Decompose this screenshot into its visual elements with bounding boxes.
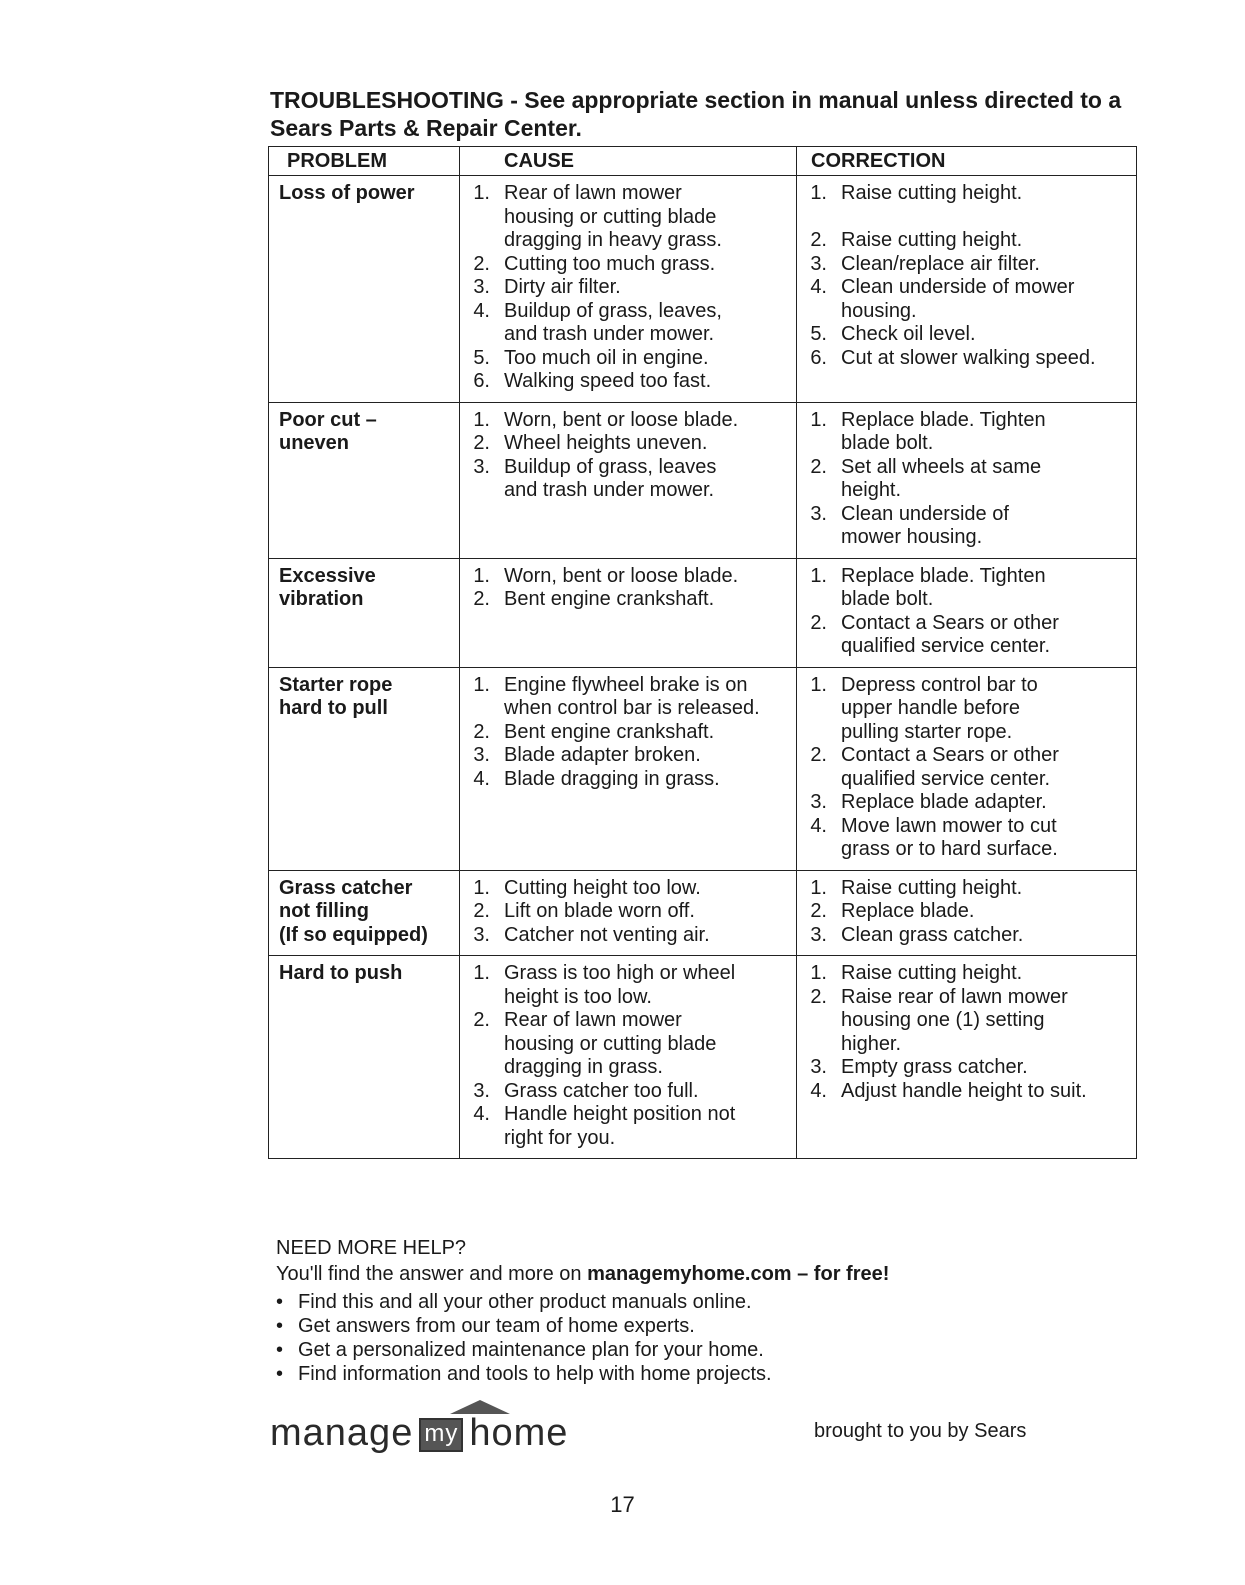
need-more-help-section xyxy=(276,1236,1136,1386)
item-number: 3. xyxy=(473,923,490,946)
cause-item xyxy=(468,1103,790,1150)
cause-cell xyxy=(460,956,797,1159)
item-text: Cutting height too low. xyxy=(504,876,701,899)
correction-item xyxy=(805,744,1130,791)
item-text: Engine flywheel brake is on when control bar is released. xyxy=(504,673,760,719)
problem-text: Loss of power xyxy=(279,182,415,204)
correction-item xyxy=(805,229,1130,253)
logo-home-text: home xyxy=(469,1411,569,1454)
item-number: 1. xyxy=(810,876,827,899)
managemyhome-logo xyxy=(270,1408,568,1458)
help-bullet-item xyxy=(276,1338,1136,1362)
item-text: Raise rear of lawn mower housing one (1) setting higher. xyxy=(841,985,1068,1055)
correction-item xyxy=(805,323,1130,347)
logo-my-box: my xyxy=(419,1418,463,1452)
item-text: Buildup of grass, leaves and trash under mower. xyxy=(504,455,717,501)
troubleshooting-table xyxy=(268,146,1137,1159)
item-number: 4. xyxy=(810,1079,827,1102)
item-text: Buildup of grass, leaves, and trash under mower. xyxy=(504,299,722,345)
item-number: 3. xyxy=(810,502,827,525)
item-number: 1. xyxy=(810,564,827,587)
correction-item xyxy=(805,503,1130,550)
item-number: 4. xyxy=(473,767,490,790)
problem-text: Hard to push xyxy=(279,962,403,984)
cause-item xyxy=(468,877,790,901)
item-text: Clean underside of mower housing. xyxy=(841,276,1075,322)
item-text: Move lawn mower to cut grass or to hard surface. xyxy=(841,814,1058,860)
item-number: 1. xyxy=(810,673,827,696)
item-number: 2. xyxy=(473,588,490,610)
cause-item xyxy=(468,182,790,253)
item-number: 2. xyxy=(810,900,827,922)
cause-item xyxy=(468,962,790,1009)
correction-item xyxy=(805,409,1130,456)
item-text: Replace blade adapter. xyxy=(841,791,1047,813)
item-text: Walking speed too fast. xyxy=(504,370,712,392)
correction-list xyxy=(805,674,1130,862)
item-number: 3. xyxy=(810,791,827,813)
bullet-icon: • xyxy=(276,1315,284,1337)
item-text: Blade dragging in grass. xyxy=(504,767,720,790)
bullet-icon: • xyxy=(276,1363,284,1385)
correction-cell xyxy=(797,870,1137,956)
problem-text: Grass catcher not filling (If so equipped) xyxy=(279,876,428,946)
correction-item xyxy=(805,253,1130,277)
item-text: Empty grass catcher. xyxy=(841,1056,1028,1078)
cause-cell xyxy=(460,667,797,870)
item-text: Worn, bent or loose blade. xyxy=(504,408,739,431)
cause-item xyxy=(468,276,790,300)
correction-list xyxy=(805,962,1130,1103)
cause-cell xyxy=(460,402,797,558)
item-text: Worn, bent or loose blade. xyxy=(504,564,739,587)
item-number: 6. xyxy=(473,370,490,392)
item-number: 2. xyxy=(810,611,827,634)
table-row xyxy=(269,667,1137,870)
cause-item xyxy=(468,370,790,394)
problem-cell xyxy=(269,870,460,956)
bullet-icon: • xyxy=(276,1291,284,1313)
help-bullet-text: Find information and tools to help with home projects. xyxy=(298,1363,772,1385)
header-cause: CAUSE xyxy=(460,147,797,176)
cause-item xyxy=(468,721,790,745)
item-text: Dirty air filter. xyxy=(504,276,621,298)
cause-item xyxy=(468,744,790,768)
item-text: Bent engine crankshaft. xyxy=(504,720,715,743)
header-problem: PROBLEM xyxy=(269,147,460,176)
cause-list xyxy=(468,877,790,948)
cause-item xyxy=(468,1009,790,1080)
correction-cell xyxy=(797,176,1137,403)
item-text: Cut at slower walking speed. xyxy=(841,346,1096,369)
item-number: 3. xyxy=(473,744,490,766)
item-text: Contact a Sears or other qualified service center. xyxy=(841,744,1059,790)
cause-item xyxy=(468,924,790,948)
correction-list xyxy=(805,409,1130,550)
help-bullet-text: Get a personalized maintenance plan for your home. xyxy=(298,1339,764,1361)
item-text: Catcher not venting air. xyxy=(504,923,710,946)
cause-cell xyxy=(460,870,797,956)
item-text: Wheel heights uneven. xyxy=(504,432,708,454)
item-number: 2. xyxy=(810,229,827,251)
item-number: 3. xyxy=(810,923,827,946)
correction-item xyxy=(805,347,1130,371)
cause-item xyxy=(468,347,790,371)
correction-item xyxy=(805,791,1130,815)
table-row xyxy=(269,870,1137,956)
correction-cell xyxy=(797,956,1137,1159)
cause-list xyxy=(468,565,790,612)
cause-item xyxy=(468,768,790,792)
cause-list xyxy=(468,182,790,394)
correction-item xyxy=(805,276,1130,323)
cause-item xyxy=(468,674,790,721)
table-body xyxy=(269,176,1137,1159)
item-number: 4. xyxy=(473,1103,490,1125)
help-bullet-item xyxy=(276,1362,1136,1386)
cause-item xyxy=(468,253,790,277)
cause-list xyxy=(468,674,790,792)
table-row xyxy=(269,558,1137,667)
logo-house-roof-icon xyxy=(450,1400,510,1414)
item-number: 1. xyxy=(810,182,827,204)
cause-list xyxy=(468,409,790,503)
item-number: 3. xyxy=(473,276,490,298)
item-number: 2. xyxy=(473,1009,490,1031)
item-text: Rear of lawn mower housing or cutting blade dragging in heavy grass. xyxy=(504,182,722,251)
item-text: Lift on blade worn off. xyxy=(504,900,695,922)
item-text: Raise cutting height. xyxy=(841,962,1023,984)
item-number: 4. xyxy=(473,299,490,322)
help-bullet-item xyxy=(276,1314,1136,1338)
correction-item xyxy=(805,1080,1130,1104)
item-text: Set all wheels at same height. xyxy=(841,455,1042,501)
correction-cell xyxy=(797,558,1137,667)
item-number: 3. xyxy=(810,252,827,275)
table-row xyxy=(269,402,1137,558)
item-number: 4. xyxy=(810,814,827,837)
problem-text: Starter rope hard to pull xyxy=(279,673,393,719)
cause-item xyxy=(468,432,790,456)
item-number: 1. xyxy=(810,962,827,984)
problem-cell xyxy=(269,667,460,870)
cause-list xyxy=(468,962,790,1150)
correction-item xyxy=(805,815,1130,862)
help-lead xyxy=(276,1262,1136,1286)
item-number: 1. xyxy=(473,673,490,696)
item-text: Clean/replace air filter. xyxy=(841,252,1040,275)
item-number: 3. xyxy=(473,1079,490,1102)
item-text: Check oil level. xyxy=(841,323,976,345)
item-text: Replace blade. Tighten blade bolt. xyxy=(841,408,1046,454)
bullet-icon: • xyxy=(276,1339,284,1361)
item-number: 5. xyxy=(473,346,490,369)
table-header-row xyxy=(269,147,1137,176)
correction-item xyxy=(805,565,1130,612)
item-number: 5. xyxy=(810,323,827,345)
item-text: Raise cutting height. xyxy=(841,876,1023,899)
logo-manage-text: manage xyxy=(270,1411,414,1454)
item-number: 3. xyxy=(473,455,490,478)
cause-cell xyxy=(460,558,797,667)
header-correction: CORRECTION xyxy=(797,147,1137,176)
item-text: Grass is too high or wheel height is too low. xyxy=(504,962,736,1008)
cause-item xyxy=(468,565,790,589)
problem-cell xyxy=(269,402,460,558)
correction-item xyxy=(805,674,1130,745)
table-row xyxy=(269,176,1137,403)
cause-item xyxy=(468,588,790,612)
correction-list xyxy=(805,182,1130,370)
item-number: 2. xyxy=(810,744,827,766)
problem-cell xyxy=(269,176,460,403)
correction-cell xyxy=(797,667,1137,870)
cause-item xyxy=(468,409,790,433)
correction-item xyxy=(805,877,1130,901)
item-number: 2. xyxy=(473,252,490,275)
item-text: Rear of lawn mower housing or cutting blade dragging in grass. xyxy=(504,1009,717,1078)
brought-by-sears: brought to you by Sears xyxy=(814,1420,1027,1442)
help-lead-text: You'll find the answer and more on xyxy=(276,1263,588,1285)
correction-item xyxy=(805,612,1130,659)
item-text: Raise cutting height. xyxy=(841,229,1023,251)
item-number: 1. xyxy=(473,408,490,431)
correction-item xyxy=(805,900,1130,924)
item-text: Grass catcher too full. xyxy=(504,1079,699,1102)
help-bullet-item xyxy=(276,1290,1136,1314)
item-number: 1. xyxy=(810,408,827,431)
cause-item xyxy=(468,900,790,924)
correction-item xyxy=(805,182,1130,229)
help-site-link[interactable]: managemyhome.com – for free! xyxy=(587,1263,890,1285)
item-number: 4. xyxy=(810,276,827,298)
correction-cell xyxy=(797,402,1137,558)
item-number: 2. xyxy=(473,432,490,454)
item-text: Blade adapter broken. xyxy=(504,744,701,766)
item-number: 6. xyxy=(810,346,827,369)
correction-item xyxy=(805,924,1130,948)
table-row xyxy=(269,956,1137,1159)
item-text: Contact a Sears or other qualified service center. xyxy=(841,611,1059,657)
cause-item xyxy=(468,300,790,347)
item-text: Raise cutting height. xyxy=(841,182,1023,204)
correction-item xyxy=(805,962,1130,986)
item-number: 2. xyxy=(473,900,490,922)
item-text: Adjust handle height to suit. xyxy=(841,1079,1087,1102)
item-number: 1. xyxy=(473,962,490,984)
problem-text: Excessive vibration xyxy=(279,564,376,610)
problem-text: Poor cut – uneven xyxy=(279,408,377,454)
cause-cell xyxy=(460,176,797,403)
item-text: Clean underside of mower housing. xyxy=(841,502,1009,548)
page-number: 17 xyxy=(610,1492,635,1517)
help-bullet-text: Find this and all your other product manuals online. xyxy=(298,1291,752,1313)
item-number: 1. xyxy=(473,182,490,204)
correction-item xyxy=(805,986,1130,1057)
correction-list xyxy=(805,565,1130,659)
item-text: Replace blade. xyxy=(841,900,975,922)
correction-list xyxy=(805,877,1130,948)
item-text: Handle height position not right for you. xyxy=(504,1103,736,1149)
help-bullet-text: Get answers from our team of home experts. xyxy=(298,1315,695,1337)
problem-cell xyxy=(269,956,460,1159)
item-text: Too much oil in engine. xyxy=(504,346,709,369)
help-bullet-list xyxy=(276,1290,1136,1386)
correction-item xyxy=(805,456,1130,503)
item-text: Depress control bar to upper handle before pulling starter rope. xyxy=(841,673,1038,743)
item-number: 3. xyxy=(810,1056,827,1078)
correction-item xyxy=(805,1056,1130,1080)
cause-item xyxy=(468,1080,790,1104)
item-text: Cutting too much grass. xyxy=(504,252,716,275)
problem-cell xyxy=(269,558,460,667)
item-number: 2. xyxy=(810,455,827,478)
item-text: Bent engine crankshaft. xyxy=(504,588,715,610)
item-text: Clean grass catcher. xyxy=(841,923,1024,946)
item-number: 1. xyxy=(473,876,490,899)
cause-item xyxy=(468,456,790,503)
item-number: 2. xyxy=(810,985,827,1008)
item-number: 2. xyxy=(473,720,490,743)
item-text: Replace blade. Tighten blade bolt. xyxy=(841,564,1046,610)
page-heading: TROUBLESHOOTING - See appropriate section in manual unless directed to a Sears Parts & Repair Center. xyxy=(270,87,1122,141)
item-number: 1. xyxy=(473,564,490,587)
help-title: NEED MORE HELP? xyxy=(276,1237,467,1259)
